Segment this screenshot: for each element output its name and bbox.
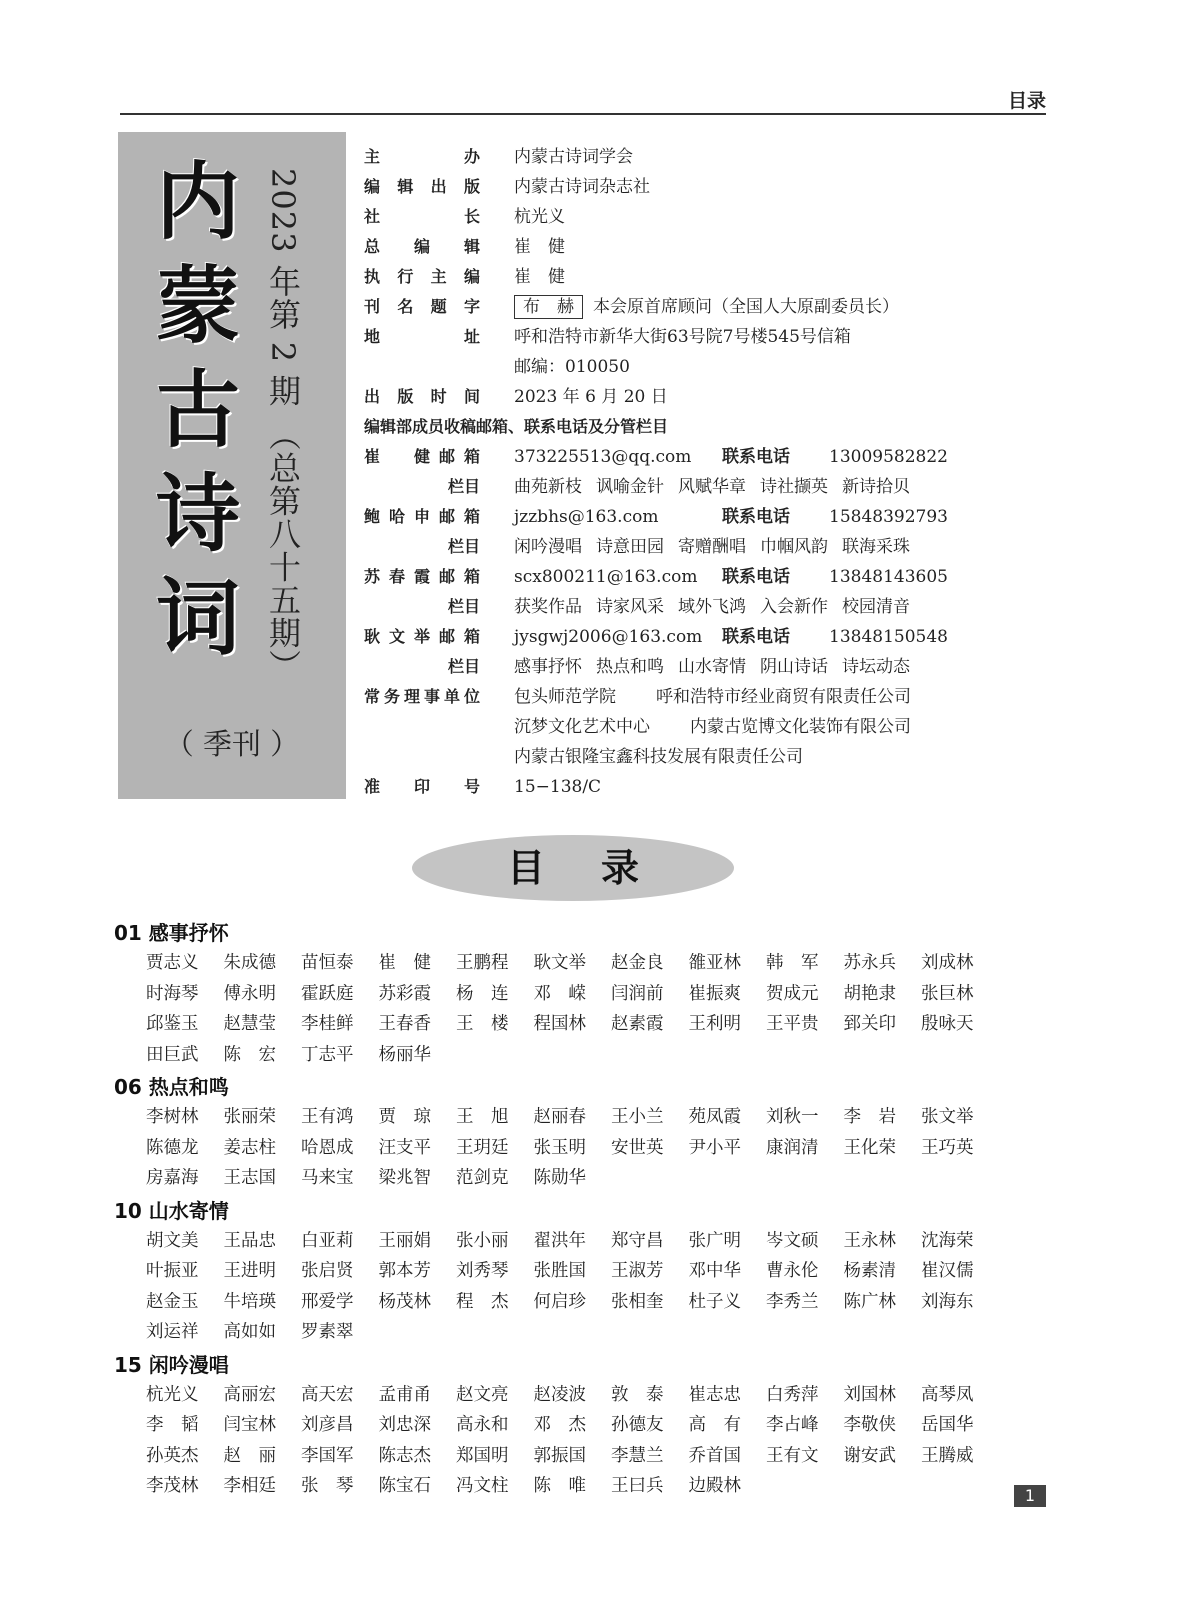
toc-author: 刘忠深 [378,1415,431,1435]
column-name: 诗意田园 [596,537,664,557]
toc-author: 李树林 [146,1107,199,1127]
column-name: 山水寄情 [678,657,746,677]
toc-author: 白秀萍 [766,1384,819,1405]
toc-author: 张玉明 [533,1137,586,1158]
toc-section [114,1196,1064,1348]
columns-label: 栏目 [447,477,480,496]
toc-author: 苗恒泰 [301,953,354,973]
toc-author: 赵素霞 [611,1014,664,1034]
column-name: 诗坛动态 [842,657,910,677]
toc-author: 高永和 [456,1415,509,1435]
editor-columns-row [364,472,1004,502]
toc-author: 王春香 [378,1014,431,1034]
info-row-executive-editor [364,262,1004,292]
editor-email: jzzbhs@163.com [514,507,659,527]
toc-author: 殷咏天 [921,1014,974,1034]
toc-author: 哈恩成 [301,1137,354,1158]
toc-author: 赵 丽 [223,1445,276,1466]
toc-author: 张相奎 [611,1291,664,1312]
toc-author: 王志国 [223,1168,276,1188]
editor-label: 鲍哈申邮箱 [364,507,480,526]
toc-author: 王永林 [843,1230,896,1251]
toc-author: 陈勋华 [533,1168,586,1188]
editor-phone: 15848392793 [829,507,948,527]
info-value: 2023 年 6 月 20 日 [514,387,668,407]
toc-author: 王化荣 [843,1137,896,1158]
phone-label: 联系电话 [722,567,790,587]
toc-author: 汪支平 [378,1137,431,1158]
info-value: 呼和浩特市新华大街63号院7号楼545号信箱 [514,327,851,347]
toc-author: 王 楼 [456,1014,509,1034]
toc-author: 王有文 [766,1445,819,1466]
info-row-editor-in-chief [364,232,1004,262]
toc-author: 高天宏 [301,1384,354,1405]
toc-author: 刘海东 [921,1291,974,1312]
toc-author: 何启珍 [533,1291,586,1312]
toc-author: 赵慧莹 [223,1014,276,1034]
toc-author: 苑凤霞 [688,1107,741,1127]
editors-heading: 编辑部成员收稿邮箱、联系电话及分管栏目 [364,417,669,436]
toc-author: 程国林 [533,1014,586,1034]
council-line [514,682,951,712]
toc-author: 张胜国 [533,1261,586,1281]
toc-author: 岳国华 [921,1415,974,1435]
toc-author: 王玥廷 [456,1137,509,1158]
toc-author: 时海琴 [146,983,199,1004]
toc-author: 孙英杰 [146,1445,199,1466]
toc-author: 王曰兵 [611,1476,664,1496]
toc-author: 王腾威 [921,1445,974,1466]
toc-section [114,1072,1064,1194]
info-value: 内蒙古诗词杂志社 [514,177,650,197]
toc-author: 郑国明 [456,1445,509,1466]
toc-author: 岑文硕 [766,1230,819,1251]
info-label: 执行主编 [364,267,480,286]
toc-author: 李国军 [301,1445,354,1466]
editor-email: 373225513@qq.com [514,447,692,467]
toc-author: 苏永兵 [843,953,896,973]
column-name: 获奖作品 [514,597,582,617]
column-name: 新诗拾贝 [842,477,910,497]
toc-author: 郅关印 [843,1014,896,1034]
toc-author: 陈宝石 [378,1476,431,1496]
toc-author: 姜志柱 [223,1137,276,1158]
toc-author: 苏彩霞 [378,983,431,1004]
toc-author: 崔汉儒 [921,1261,974,1281]
info-value [514,292,899,322]
info-label: 地址 [364,327,480,346]
info-label: 常务理事单位 [364,687,480,706]
council-unit: 沉梦文化艺术中心 [514,717,650,737]
editor-phone: 13009582822 [829,447,948,467]
toc-author: 张巨林 [921,983,974,1004]
toc-author: 闫润前 [611,983,664,1004]
toc-author: 陈广林 [843,1291,896,1312]
toc-author-list [146,1226,1066,1348]
toc-author: 张小丽 [456,1230,509,1251]
toc-author: 李相廷 [223,1476,276,1496]
editor-label: 崔 健邮箱 [364,447,480,466]
toc-author: 杭光义 [146,1384,199,1405]
toc-author: 邓 嵘 [533,983,586,1004]
column-name: 域外飞鸿 [678,597,746,617]
toc-author: 沈海荣 [921,1230,974,1251]
toc-author: 李秀兰 [766,1291,819,1312]
editor-columns-row [364,532,1004,562]
postcode: 邮编：010050 [514,357,630,377]
toc-author: 康润清 [766,1137,819,1158]
toc-author: 王利明 [688,1014,741,1034]
column-name: 讽喻金针 [596,477,664,497]
toc-section-heading[interactable]: 01 感事抒怀 [114,921,229,945]
toc-author: 杜子义 [688,1291,741,1312]
toc-author: 郑守昌 [611,1230,664,1251]
toc-author: 王进明 [223,1261,276,1281]
toc-author: 赵凌波 [533,1384,586,1405]
publication-info [364,142,1004,802]
toc-author: 赵金良 [611,953,664,973]
toc-author: 赵文亮 [456,1384,509,1405]
toc-author: 李占峰 [766,1415,819,1435]
phone-label: 联系电话 [722,447,790,467]
column-name: 巾帼风韵 [760,537,828,557]
council-unit: 内蒙古银隆宝鑫科技发展有限责任公司 [514,747,803,767]
toc-author: 刘成林 [921,953,974,973]
info-value: 崔 健 [514,267,565,287]
toc-section-heading[interactable]: 06 热点和鸣 [114,1075,229,1099]
toc-author: 崔振爽 [688,983,741,1004]
toc-author: 李慧兰 [611,1445,664,1466]
masthead-title-char: 诗 [155,464,240,563]
toc-section-heading[interactable]: 10 山水寄情 [114,1198,229,1223]
info-row-council [364,712,1004,742]
columns-label: 栏目 [447,537,480,556]
editor-columns-row [364,652,1004,682]
toc-author: 傅永明 [223,983,276,1004]
toc-author: 王鹏程 [456,953,509,973]
toc-author: 李 韬 [146,1415,199,1435]
toc-author: 贺成元 [766,983,819,1004]
editor-phone: 13848143605 [829,567,948,587]
toc-author: 陈德龙 [146,1137,199,1158]
toc-author: 孙德友 [611,1415,664,1435]
toc-author: 李 岩 [843,1107,896,1127]
masthead-title-char: 蒙 [155,256,240,355]
info-row-pub-date [364,382,1004,412]
toc-author: 张启贤 [301,1261,354,1281]
toc-author: 李桂鲜 [301,1014,354,1034]
toc-section-heading[interactable]: 15 闲吟漫唱 [114,1352,229,1377]
council-line [514,742,843,772]
toc-author: 郭振国 [533,1445,586,1466]
inscriber-title: 本会原首席顾问（全国人大原副委员长） [593,297,899,317]
toc-author: 房嘉海 [146,1168,199,1188]
phone-label: 联系电话 [722,627,790,647]
toc-author: 邓 杰 [533,1415,586,1435]
header-label: 目录 [1007,90,1046,112]
column-name: 闲吟漫唱 [514,537,582,557]
masthead-title [148,150,248,670]
toc-author: 边殿林 [688,1476,741,1496]
masthead-title-char: 内 [155,152,240,251]
page-number: 1 [1014,1485,1046,1507]
toc-author: 胡文美 [146,1230,199,1251]
header-rule [120,113,1046,115]
toc-author: 刘秋一 [766,1107,819,1127]
column-name: 风赋华章 [678,477,746,497]
phone-label: 联系电话 [722,507,790,527]
column-name: 阴山诗话 [760,657,828,677]
info-row-council [364,742,1004,772]
info-value: 内蒙古诗词学会 [514,147,633,167]
toc-author: 梁兆智 [378,1168,431,1188]
council-unit: 内蒙古览博文化装饰有限公司 [690,717,911,737]
toc-author: 郭本芳 [378,1261,431,1281]
toc-section [114,1350,1064,1502]
toc-author: 赵丽春 [533,1107,586,1127]
info-label: 出版时间 [364,387,480,406]
toc-author: 李敬侠 [843,1415,896,1435]
council-unit: 呼和浩特市经业商贸有限责任公司 [656,687,911,707]
toc-author: 朱成德 [223,953,276,973]
toc-author: 高 有 [688,1415,741,1435]
toc-author: 韩 军 [766,953,819,973]
table-of-contents [114,918,1064,1504]
toc-author: 王巧英 [921,1137,974,1158]
editor-columns-row [364,592,1004,622]
masthead-title-char: 词 [155,568,240,667]
editor-email: scx800211@163.com [514,567,698,587]
toc-author: 刘彦昌 [301,1415,354,1435]
toc-author: 范剑克 [456,1168,509,1188]
info-row-postcode [364,352,1004,382]
toc-author: 邓中华 [688,1261,741,1281]
toc-author: 杨素清 [843,1261,896,1281]
info-label: 社长 [364,207,480,226]
editor-contact-row [364,502,1004,532]
toc-author: 陈志杰 [378,1445,431,1466]
toc-author: 高琴凤 [921,1384,974,1405]
editor-contact-row [364,442,1004,472]
toc-author: 丁志平 [301,1044,354,1065]
toc-author: 安世英 [611,1137,664,1158]
info-value: 杭光义 [514,207,565,227]
toc-author: 雒亚林 [688,953,741,973]
info-label: 刊名题字 [364,297,480,316]
column-name: 入会新作 [760,597,828,617]
column-name: 联海采珠 [842,537,910,557]
masthead-frequency: （ 季刊 ） [164,727,300,761]
toc-author: 曹永伦 [766,1261,819,1281]
info-row-permit [364,772,1004,802]
toc-author: 杨茂林 [378,1291,431,1312]
inscriber-name: 布 赫 [514,295,583,319]
toc-author: 张文举 [921,1107,974,1127]
info-label: 主办 [364,147,480,166]
toc-author: 程 杰 [456,1291,509,1312]
council-unit: 包头师范学院 [514,687,616,707]
toc-author: 贾 琼 [378,1107,431,1127]
toc-author: 李茂林 [146,1476,199,1496]
info-label: 准印号 [364,777,480,796]
toc-author: 叶振亚 [146,1261,199,1281]
toc-author: 张 琴 [301,1476,354,1496]
toc-author: 王小兰 [611,1107,664,1127]
toc-author: 邢爱学 [301,1291,354,1312]
toc-banner-title: 目录 [506,845,695,890]
editor-label: 苏春霞邮箱 [364,567,480,586]
toc-author: 谢安武 [843,1445,896,1466]
toc-author: 霍跃庭 [301,983,354,1004]
toc-author: 白亚莉 [301,1230,354,1251]
info-row-sponsor [364,142,1004,172]
toc-author: 刘国林 [843,1384,896,1405]
toc-author: 孟甫甬 [378,1384,431,1405]
info-value: 15−138/C [514,777,602,797]
column-name: 热点和鸣 [596,657,664,677]
toc-author: 王 旭 [456,1107,509,1127]
toc-author-list [146,948,1066,1070]
toc-author: 闫宝林 [223,1415,276,1435]
toc-author: 张丽荣 [223,1107,276,1127]
toc-author-list [146,1380,1066,1502]
info-row-address [364,322,1004,352]
info-label: 总编辑 [364,237,480,256]
toc-author: 杨丽华 [378,1044,431,1065]
toc-author: 刘运祥 [146,1322,199,1342]
toc-author: 马来宝 [301,1168,354,1188]
editor-contact-row [364,562,1004,592]
editor-email: jysgwj2006@163.com [514,627,703,647]
toc-banner [412,835,734,901]
info-label: 编辑出版 [364,177,480,196]
toc-author: 王淑芳 [611,1261,664,1281]
column-name: 感事抒怀 [514,657,582,677]
column-name: 曲苑新枝 [514,477,582,497]
toc-author: 尹小平 [688,1137,741,1158]
toc-author-list [146,1102,1066,1194]
toc-author: 杨 连 [456,983,509,1004]
editor-contact-row [364,622,1004,652]
toc-author: 陈 宏 [223,1044,276,1065]
columns-label: 栏目 [447,597,480,616]
council-line [514,712,951,742]
column-name: 寄赠酬唱 [678,537,746,557]
toc-author: 陈 唯 [533,1476,586,1496]
toc-section [114,918,1064,1070]
info-value: 崔 健 [514,237,565,257]
toc-author: 胡艳隶 [843,983,896,1004]
info-row-president [364,202,1004,232]
toc-author: 冯文柱 [456,1476,509,1496]
toc-author: 贾志义 [146,953,199,973]
masthead-issue: 2023 年第 2 期 （总第八十五期） [264,168,302,683]
toc-author: 翟洪年 [533,1230,586,1251]
toc-author: 赵金玉 [146,1291,199,1312]
column-name: 诗社撷英 [760,477,828,497]
editor-label: 耿文举邮箱 [364,627,480,646]
toc-author: 牛培瑛 [223,1291,276,1312]
toc-author: 田巨武 [146,1044,199,1065]
toc-author: 刘秀琴 [456,1261,509,1281]
toc-author: 崔 健 [378,953,431,973]
toc-author: 邱鉴玉 [146,1014,199,1034]
toc-author: 高如如 [223,1322,276,1342]
toc-author: 高丽宏 [223,1384,276,1405]
toc-author: 王平贵 [766,1014,819,1034]
info-row-council [364,682,1004,712]
toc-author: 敦 泰 [611,1384,664,1405]
toc-author: 张广明 [688,1230,741,1251]
column-name: 校园清音 [842,597,910,617]
toc-author: 王有鸿 [301,1107,354,1127]
toc-author: 王品忠 [223,1230,276,1251]
info-row-title-inscription [364,292,1004,322]
editor-phone: 13848150548 [829,627,948,647]
toc-author: 王丽娟 [378,1230,431,1251]
toc-author: 乔首国 [688,1445,741,1466]
toc-author: 耿文举 [533,953,586,973]
toc-author: 崔志忠 [688,1384,741,1405]
info-row-publisher [364,172,1004,202]
column-name: 诗家风采 [596,597,664,617]
masthead-title-char: 古 [155,360,240,459]
toc-author: 罗素翠 [301,1322,354,1342]
columns-label: 栏目 [447,657,480,676]
